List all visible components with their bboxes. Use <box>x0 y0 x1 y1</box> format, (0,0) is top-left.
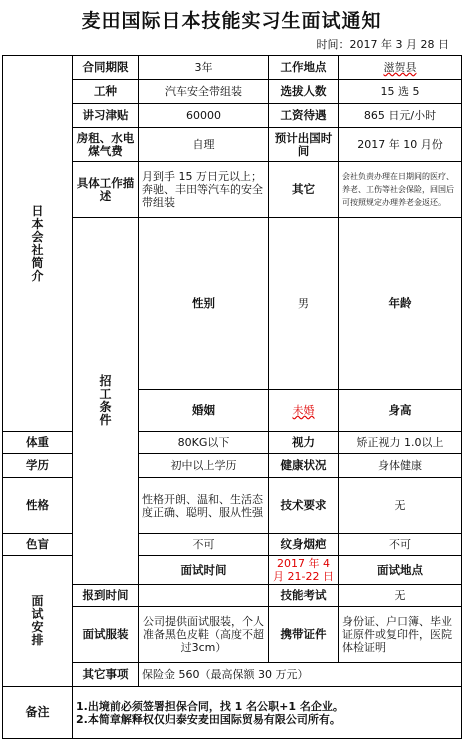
skills-label: 技术要求 <box>269 478 339 534</box>
skill-test-label: 技能考试 <box>269 585 339 607</box>
training-allowance-label: 讲习津贴 <box>73 104 139 128</box>
skills-value: 无 <box>339 478 462 534</box>
vision-value: 矫正视力 1.0以上 <box>339 432 462 454</box>
skill-test-value: 无 <box>339 585 462 607</box>
headcount-label: 选拔人数 <box>269 80 339 104</box>
job-type-label: 工种 <box>73 80 139 104</box>
color-blind-value: 不可 <box>139 534 269 556</box>
gender-value: 男 <box>269 218 339 390</box>
attire-value: 公司提供面试服装，个人准备黑色皮鞋（高度不超过3cm） <box>139 607 269 663</box>
age-label: 年龄 <box>339 218 462 390</box>
notes-section-label: 备注 <box>3 687 73 739</box>
departure-value: 2017 年 10 月份 <box>339 128 462 162</box>
date-label: 时间： <box>316 38 350 51</box>
salary-value: 865 日元/小时 <box>339 104 462 128</box>
health-value: 身体健康 <box>339 454 462 478</box>
work-desc-label: 具体工作描述 <box>73 162 139 218</box>
notice-table <box>2 55 462 739</box>
notes-line-1: 1.出境前必须签署担保合同，找 1 名公职+1 名企业。 <box>76 699 344 713</box>
departure-label: 预计出国时间 <box>269 128 339 162</box>
marriage-value: 未婚 <box>269 390 339 432</box>
page-title: 麦田国际日本技能实习生面试通知 <box>81 10 382 32</box>
documents-label: 携带证件 <box>269 607 339 663</box>
work-location-value: 滋贺县 <box>339 56 462 80</box>
housing-value: 自理 <box>139 128 269 162</box>
job-type-value: 汽车安全带组装 <box>139 80 269 104</box>
education-value: 初中以上学历 <box>139 454 269 478</box>
vision-label: 视力 <box>269 432 339 454</box>
salary-label: 工资待遇 <box>269 104 339 128</box>
interview-section-label: 面 试 安 排 <box>3 556 73 687</box>
interview-location-label: 面试地点 <box>339 556 462 585</box>
housing-label: 房租、水电煤气费 <box>73 128 139 162</box>
weight-label: 体重 <box>3 432 73 454</box>
interview-other-label: 其它事项 <box>73 663 139 687</box>
interview-other-value: 保险金 560（最高保额 30 万元） <box>139 663 462 687</box>
training-allowance-value: 60000 <box>139 104 269 128</box>
report-time-value <box>139 585 269 607</box>
contract-period-value: 3年 <box>139 56 269 80</box>
attire-label: 面试服装 <box>73 607 139 663</box>
personality-value: 性格开朗、温和、生活态度正确、聪明、服从性强 <box>139 478 269 534</box>
notes-content <box>73 687 462 739</box>
recruit-section-label: 招 工 条 件 <box>73 218 139 585</box>
marriage-label: 婚姻 <box>139 390 269 432</box>
notes-line-2: 2.本简章解释权仅归泰安麦田国际贸易有限公司所有。 <box>76 712 341 726</box>
date-line <box>317 36 449 52</box>
tattoo-value: 不可 <box>339 534 462 556</box>
personality-label: 性格 <box>3 478 73 534</box>
health-label: 健康状况 <box>269 454 339 478</box>
work-desc-value: 月到手 15 万日元以上；奔驰、丰田等汽车的安全带组装 <box>139 162 269 218</box>
other-label: 其它 <box>269 162 339 218</box>
tattoo-label: 纹身烟疤 <box>269 534 339 556</box>
work-location-label: 工作地点 <box>269 56 339 80</box>
report-time-label: 报到时间 <box>73 585 139 607</box>
gender-label: 性别 <box>139 218 269 390</box>
color-blind-label: 色盲 <box>3 534 73 556</box>
weight-value: 80KG以下 <box>139 432 269 454</box>
contract-period-label: 合同期限 <box>73 56 139 80</box>
headcount-value: 15 选 5 <box>339 80 462 104</box>
education-label: 学历 <box>3 454 73 478</box>
documents-value: 身份证、户口簿、毕业证原件或复印件，医院体检证明 <box>339 607 462 663</box>
other-value: 会社负责办理在日期间的医疗、养老、工伤等社会保险，回国后可按照规定办理养老金返还。 <box>339 162 462 218</box>
height-label: 身高 <box>339 390 462 432</box>
interview-time-value: 2017 年 4 月 21-22 日 <box>269 556 339 585</box>
company-section-label: 日 本 会 社 简 介 <box>3 56 73 432</box>
date-value: 2017 年 3 月 28 日 <box>349 38 449 51</box>
interview-time-label: 面试时间 <box>139 556 269 585</box>
